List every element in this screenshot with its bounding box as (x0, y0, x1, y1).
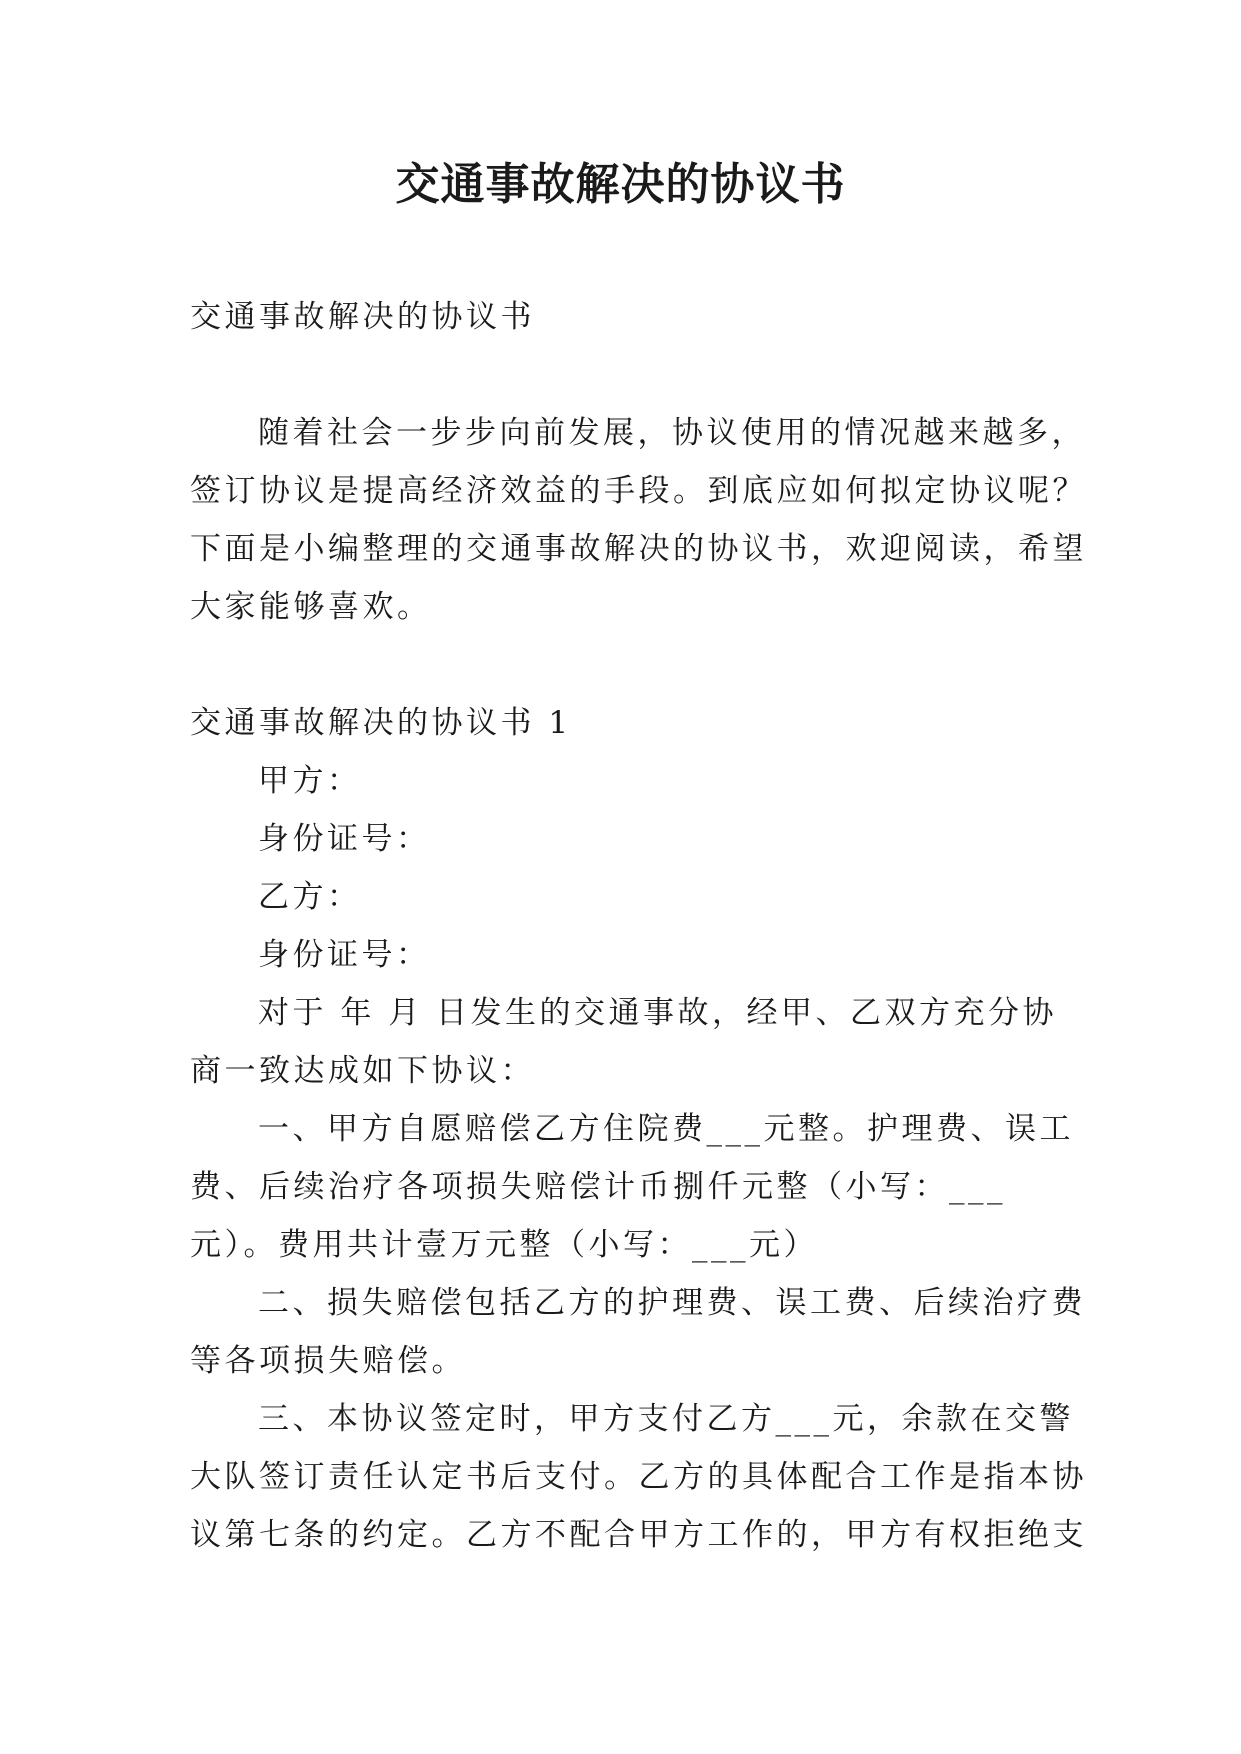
clause-3: 三、本协议签定时，甲方支付乙方___元，余款在交警大队签订责任认定书后支付。乙方的具体配合工作是指本协议第七条的约定。乙方不配合甲方工作的，甲方有权拒绝支 (190, 1401, 1087, 1553)
clause-1: 一、甲方自愿赔偿乙方住院费___元整。护理费、误工费、后续治疗各项损失赔偿计币捌仟元整（小写：___元）。费用共计壹万元整（小写：___元） (190, 1111, 1074, 1263)
intro-paragraph: 随着社会一步步向前发展，协议使用的情况越来越多，签订协议是提高经济效益的手段。到底应如何拟定协议呢？下面是小编整理的交通事故解决的协议书，欢迎阅读，希望大家能够喜欢。 (190, 415, 1087, 625)
clause-2: 二、损失赔偿包括乙方的护理费、误工费、后续治疗费等各项损失赔偿。 (190, 1285, 1086, 1379)
agreement-section (190, 694, 1090, 1564)
party-b-id-line: 身份证号： (258, 937, 431, 973)
clause-intro: 对于 年 月 日发生的交通事故，经甲、乙双方充分协商一致达成如下协议： (190, 995, 1058, 1089)
document-title: 交通事故解决的协议书 (395, 159, 846, 210)
document-subtitle: 交通事故解决的协议书 (190, 299, 535, 335)
section-heading: 交通事故解决的协议书 1 (190, 705, 572, 741)
party-a-id-line: 身份证号： (258, 821, 431, 857)
party-b-line: 乙方： (258, 879, 362, 915)
party-a-line: 甲方： (258, 763, 362, 799)
